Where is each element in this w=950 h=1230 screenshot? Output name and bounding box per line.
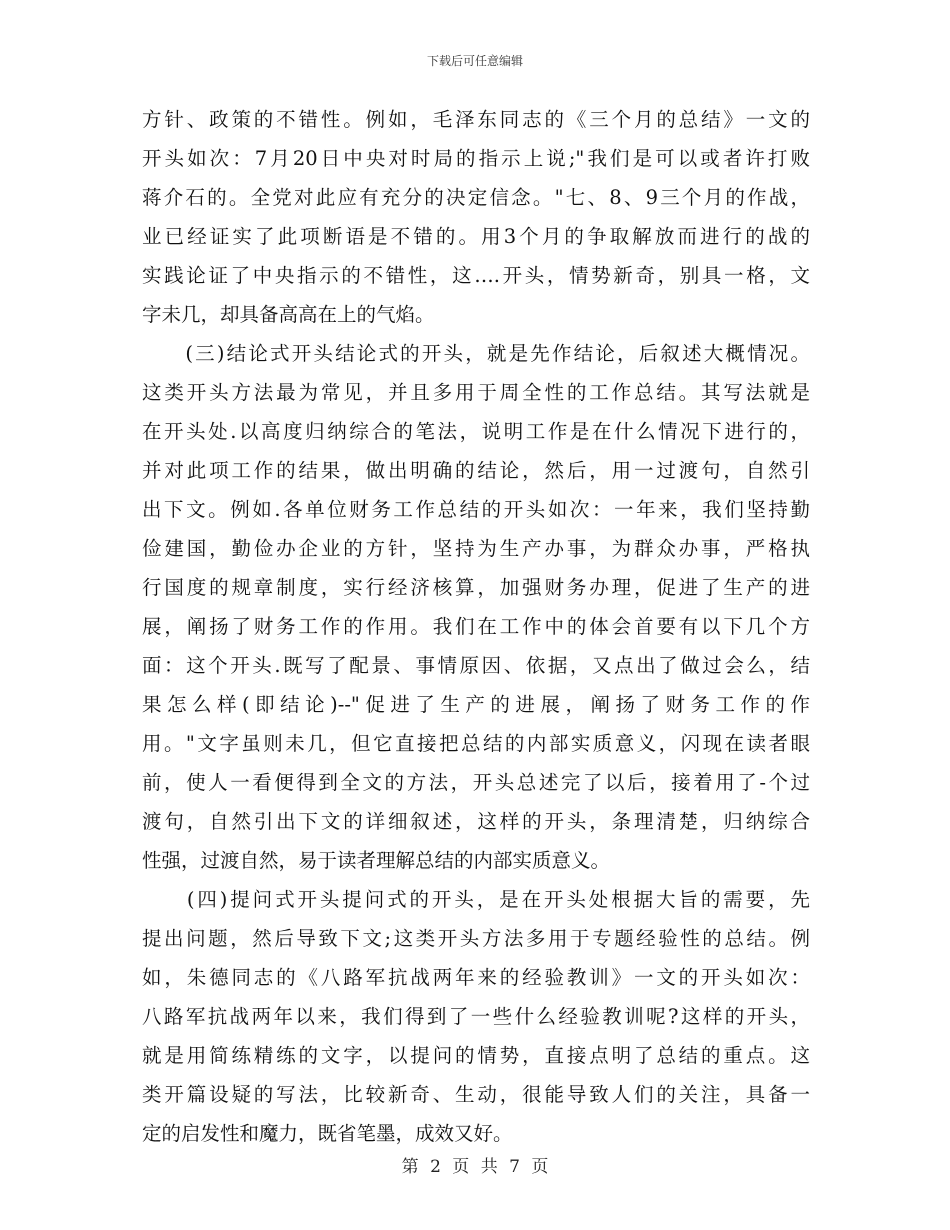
text-line: 这类开头方法最为常见，并且多用于周全性的工作总结。其写法就是: [142, 381, 810, 404]
text-line: 前，使人一看便得到全文的方法，开头总述完了以后，接着用了-个过: [142, 771, 810, 794]
text-line: 提出问题，然后导致下文;这类开头方法多用于专题经验性的总结。例: [142, 927, 810, 950]
text-line: 实践论证了中央指示的不错性，这….开头，情势新奇，别具一格，文: [142, 264, 810, 287]
text-line: 蒋介石的。全党对此应有充分的决定信念。"七、8、9三个月的作战，: [142, 186, 810, 209]
page-number: 第 2 页 共 7 页: [401, 1157, 549, 1177]
text-line: 就是用简练精练的文字，以提问的情势，直接点明了总结的重点。这: [142, 1044, 810, 1067]
text-line: 性强，过渡自然，易于读者理解总结的内部实质意义。: [142, 849, 611, 872]
text-line: 字未几，却具备高高在上的气焰。: [142, 303, 435, 326]
text-line: 展，阐扬了财务工作的作用。我们在工作中的体会首要有以下几个方: [142, 615, 810, 638]
text-line: 定的启发性和魔力，既省笔墨，成效又好。: [142, 1122, 513, 1145]
text-line: (三)结论式开头结论式的开头，就是先作结论，后叙述大概情况。: [142, 342, 810, 365]
text-line: 业已经证实了此项断语是不错的。用3个月的争取解放而进行的战的: [142, 225, 810, 248]
text-line: 八路军抗战两年以来，我们得到了一些什么经验教训呢?这样的开头，: [142, 1005, 810, 1028]
text-line: 用。"文字虽则未几，但它直接把总结的内部实质意义，闪现在读者眼: [142, 732, 810, 755]
text-line: (四)提问式开头提问式的开头，是在开头处根据大旨的需要，先: [142, 888, 810, 911]
text-line: 在开头处.以高度归纳综合的笔法，说明工作是在什么情况下进行的，: [142, 420, 810, 443]
text-line: 行国度的规章制度，实行经济核算，加强财务办理，促进了生产的进: [142, 576, 810, 599]
text-line: 果怎么样(即结论)--"促进了生产的进展，阐扬了财务工作的作: [142, 693, 810, 716]
text-line: 类开篇设疑的写法，比较新奇、生动，很能导致人们的关注，具备一: [142, 1083, 810, 1106]
text-line: 方针、政策的不错性。例如，毛泽东同志的《三个月的总结》一文的: [142, 108, 810, 131]
text-line: 如，朱德同志的《八路军抗战两年来的经验教训》一文的开头如次：: [142, 966, 810, 989]
text-line: 面：这个开头.既写了配景、事情原因、依据，又点出了做过会么，结: [142, 654, 810, 677]
text-line: 渡句，自然引出下文的详细叙述，这样的开头，条理清楚，归纳综合: [142, 810, 810, 833]
text-line: 俭建国，勤俭办企业的方针，坚持为生产办事，为群众办事，严格执: [142, 537, 810, 560]
text-line: 出下文。例如.各单位财务工作总结的开头如次：一年来，我们坚持勤: [142, 498, 810, 521]
document-body: [142, 100, 810, 1153]
page-header: 下载后可任意编辑: [426, 54, 523, 68]
text-line: 并对此项工作的结果，做出明确的结论，然后，用一过渡句，自然引: [142, 459, 810, 482]
text-line: 开头如次：7月20日中央对时局的指示上说;"我们是可以或者许打败: [142, 147, 810, 170]
